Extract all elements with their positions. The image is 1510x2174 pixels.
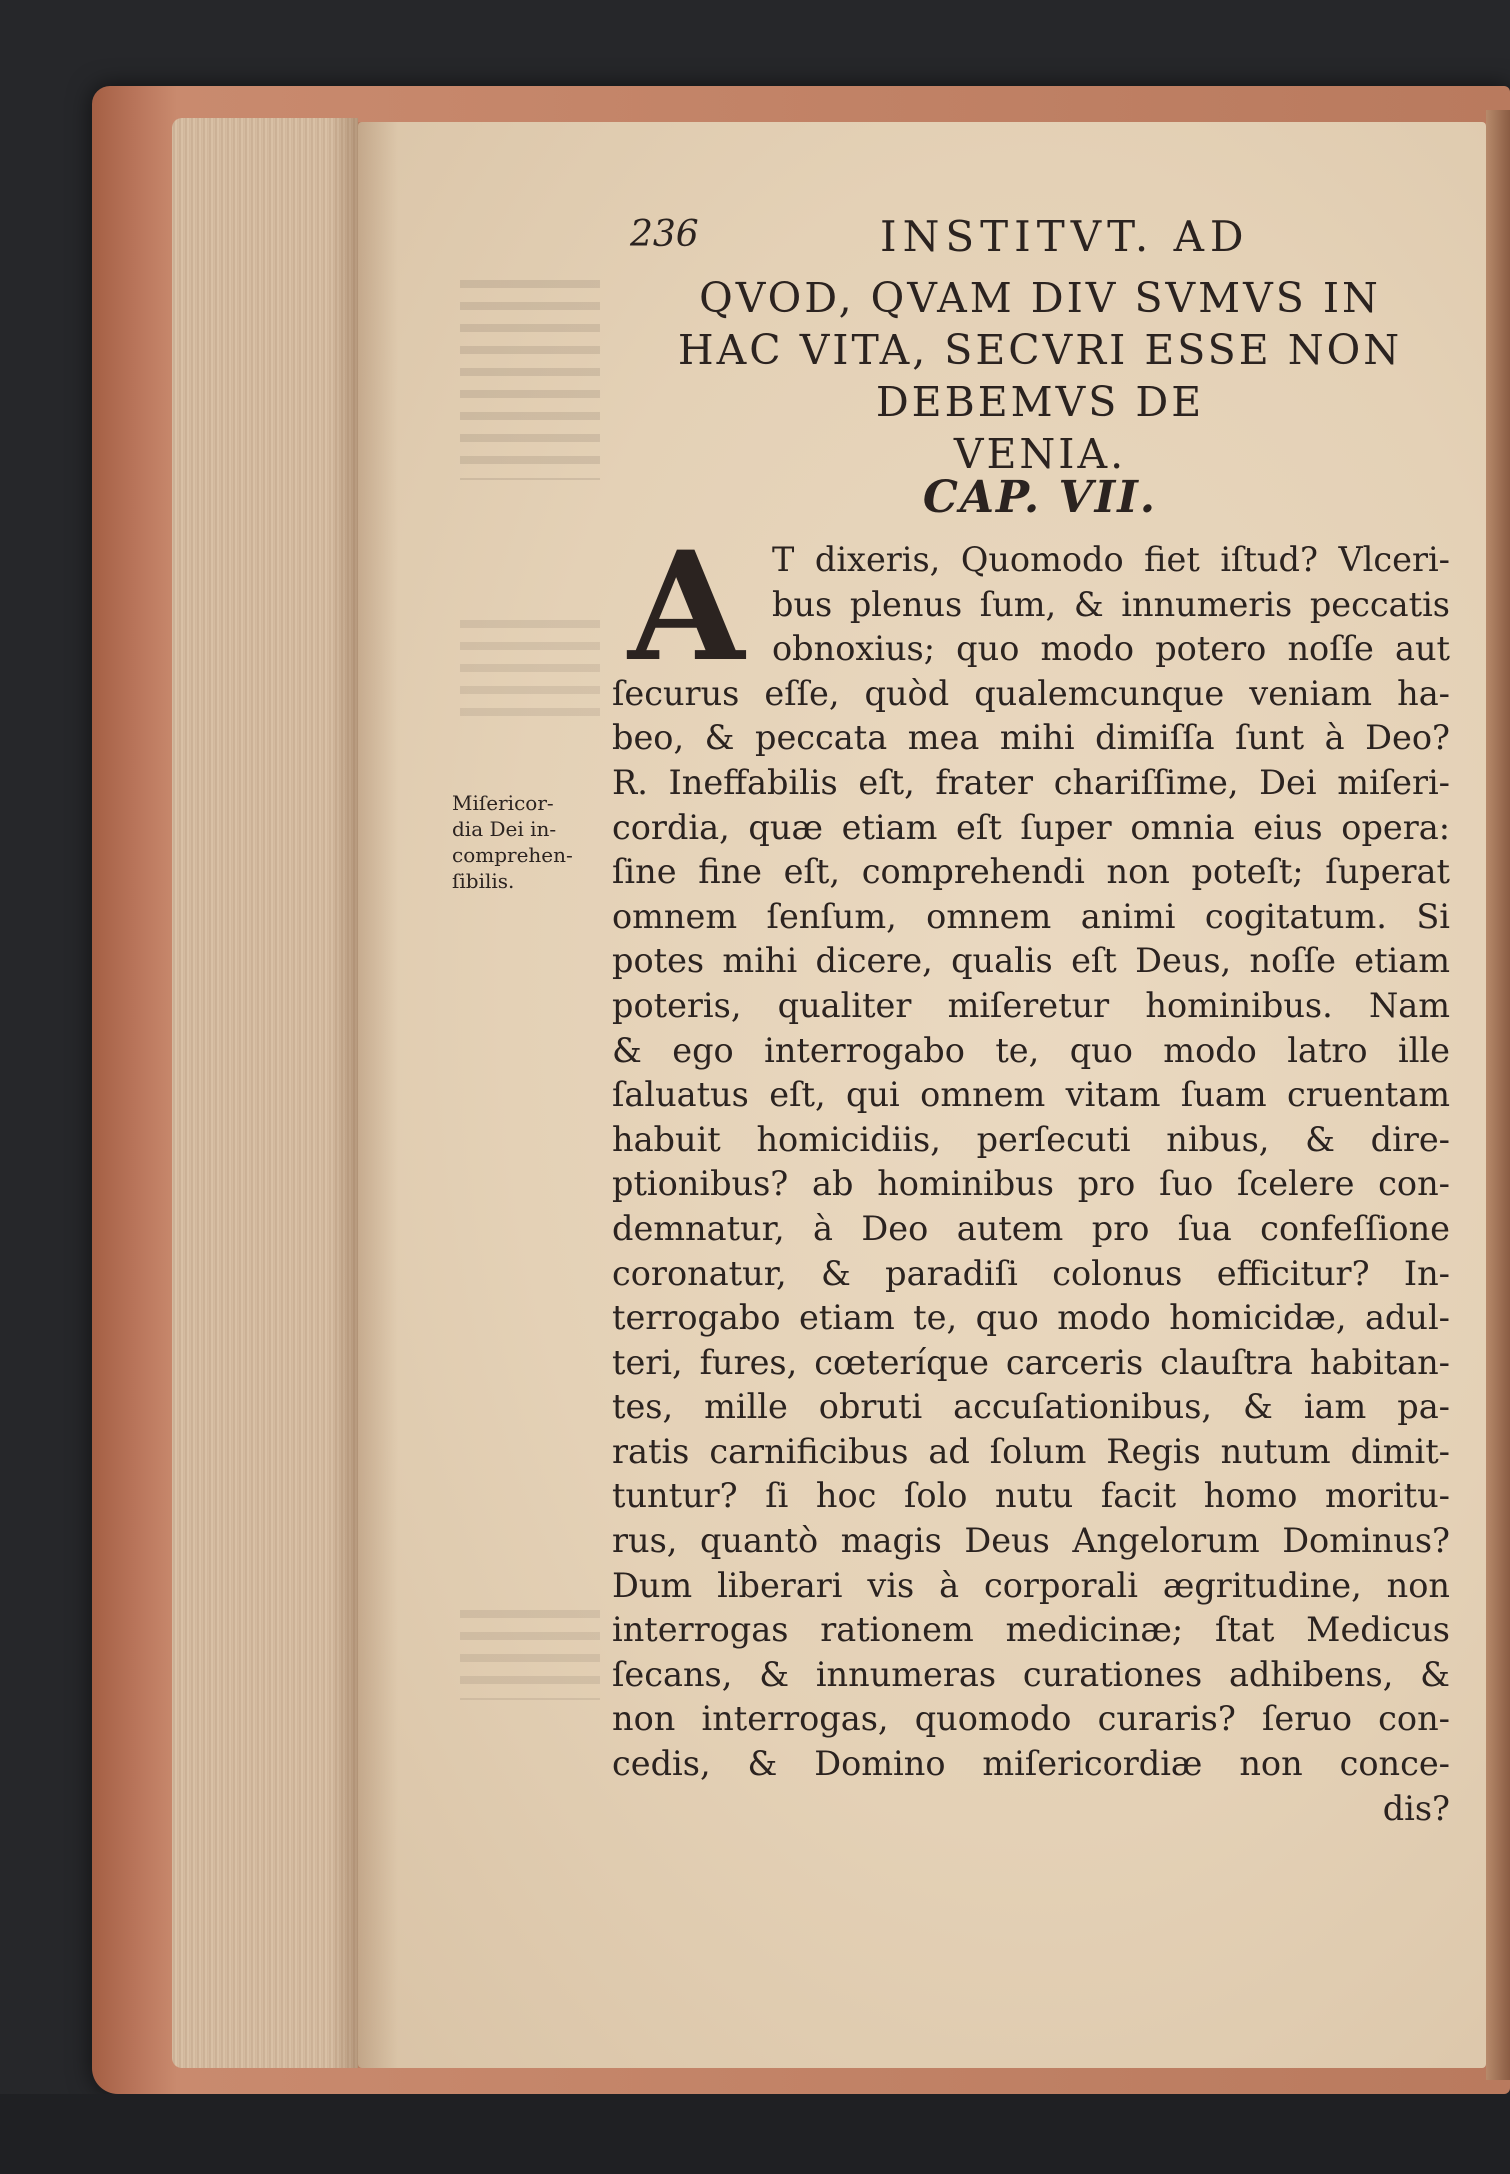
body-line: teri, fures, cœteríque carceris clauſtra habitan- — [612, 1342, 1450, 1382]
body-line: cordia, quæ etiam eſt ſuper omnia eius opera: — [612, 807, 1450, 847]
chapter-heading-line: VENIA. — [953, 430, 1127, 478]
page-edge-shade — [330, 118, 358, 2068]
body-line: terrogabo etiam te, quo modo homicidæ, adul- — [612, 1298, 1450, 1338]
body-line: ſecans, & innumeras curationes adhibens, & — [612, 1654, 1450, 1694]
body-line: ſaluatus eſt, qui omnem vitam ſuam cruentam — [612, 1075, 1450, 1115]
body-line: obnoxius; quo modo potero noſſe aut — [772, 629, 1450, 669]
marginal-note-line: dia Dei in- — [452, 817, 557, 841]
gutter-shade — [358, 122, 398, 2068]
body-line: ſine fine eſt, comprehendi non poteſt; ſuperat — [612, 852, 1450, 892]
body-line: Dum liberari vis à corporali ægritudine, non — [612, 1565, 1450, 1605]
body-line: T dixeris, Quomodo fiet iſtud? Vlceri- — [772, 540, 1450, 579]
body-line: R. Ineffabilis eſt, frater chariſſime, Dei miſeri- — [612, 762, 1450, 802]
chapter-heading-line: QVOD, QVAM DIV SVMVS IN — [699, 274, 1381, 322]
chapter-number: CAP. VII. — [922, 472, 1158, 523]
body-line: non interrogas, quomodo curaris? ſeruo con- — [612, 1699, 1450, 1739]
facing-page-edge — [1486, 110, 1510, 2080]
body-line: coronatur, & paradiſi colonus efficitur? In- — [612, 1253, 1450, 1293]
body-line: ſecurus eſſe, quòd qualemcunque veniam ha- — [612, 673, 1450, 713]
body-line: beo, & peccata mea mihi dimiſſa ſunt à Deo? — [612, 718, 1450, 758]
chapter-heading-line: HAC VITA, SECVRI ESSE NON — [677, 326, 1403, 374]
body-line: bus plenus ſum, & innumeris peccatis — [772, 584, 1450, 624]
body-line: interrogas rationem medicinæ; ſtat Medicus — [612, 1610, 1450, 1650]
body-line: omnem ſenſum, omnem animi cogitatum. Si — [612, 896, 1450, 936]
chapter-heading-line: DEBEMVS DE — [875, 378, 1205, 426]
marginal-note-line: ſibilis. — [452, 869, 515, 893]
marginal-note-line: Miſericor- — [452, 791, 554, 815]
body-line: ptionibus? ab hominibus pro ſuo ſcelere con- — [612, 1164, 1450, 1204]
body-line: tes, mille obruti accuſationibus, & iam pa- — [612, 1387, 1450, 1427]
body-line: demnatur, à Deo autem pro ſua confeſſione — [612, 1208, 1450, 1248]
body-line: potes mihi dicere, qualis eſt Deus, noſſe etiam — [612, 941, 1450, 981]
body-line: tuntur? ſi hoc ſolo nutu facit homo moritu- — [612, 1476, 1450, 1516]
body-line: & ego interrogabo te, quo modo latro ille — [612, 1030, 1450, 1070]
background-shadow — [0, 2094, 1510, 2174]
marginal-note-line: comprehen- — [452, 843, 573, 867]
body-line: dis? — [1382, 1788, 1450, 1828]
show-through-text — [460, 280, 600, 480]
body-line: ratis carnificibus ad ſolum Regis nutum dimit- — [612, 1431, 1450, 1471]
drop-cap: A — [628, 519, 745, 695]
page-number: 236 — [630, 214, 699, 255]
running-title: INSTITVT. AD — [880, 212, 1250, 261]
chapter-heading — [620, 272, 1460, 480]
body-line: poteris, qualiter miſeretur hominibus. Nam — [612, 985, 1450, 1025]
show-through-text — [460, 620, 600, 730]
body-line: habuit homicidiis, perſecuti nibus, & dire- — [612, 1119, 1450, 1159]
marginal-note — [452, 790, 602, 894]
body-line: rus, quantò magis Deus Angelorum Dominus? — [612, 1521, 1450, 1561]
body-line: cedis, & Domino miſericordiæ non conce- — [612, 1744, 1450, 1784]
body-text — [612, 538, 1450, 1831]
show-through-text — [460, 1610, 600, 1700]
